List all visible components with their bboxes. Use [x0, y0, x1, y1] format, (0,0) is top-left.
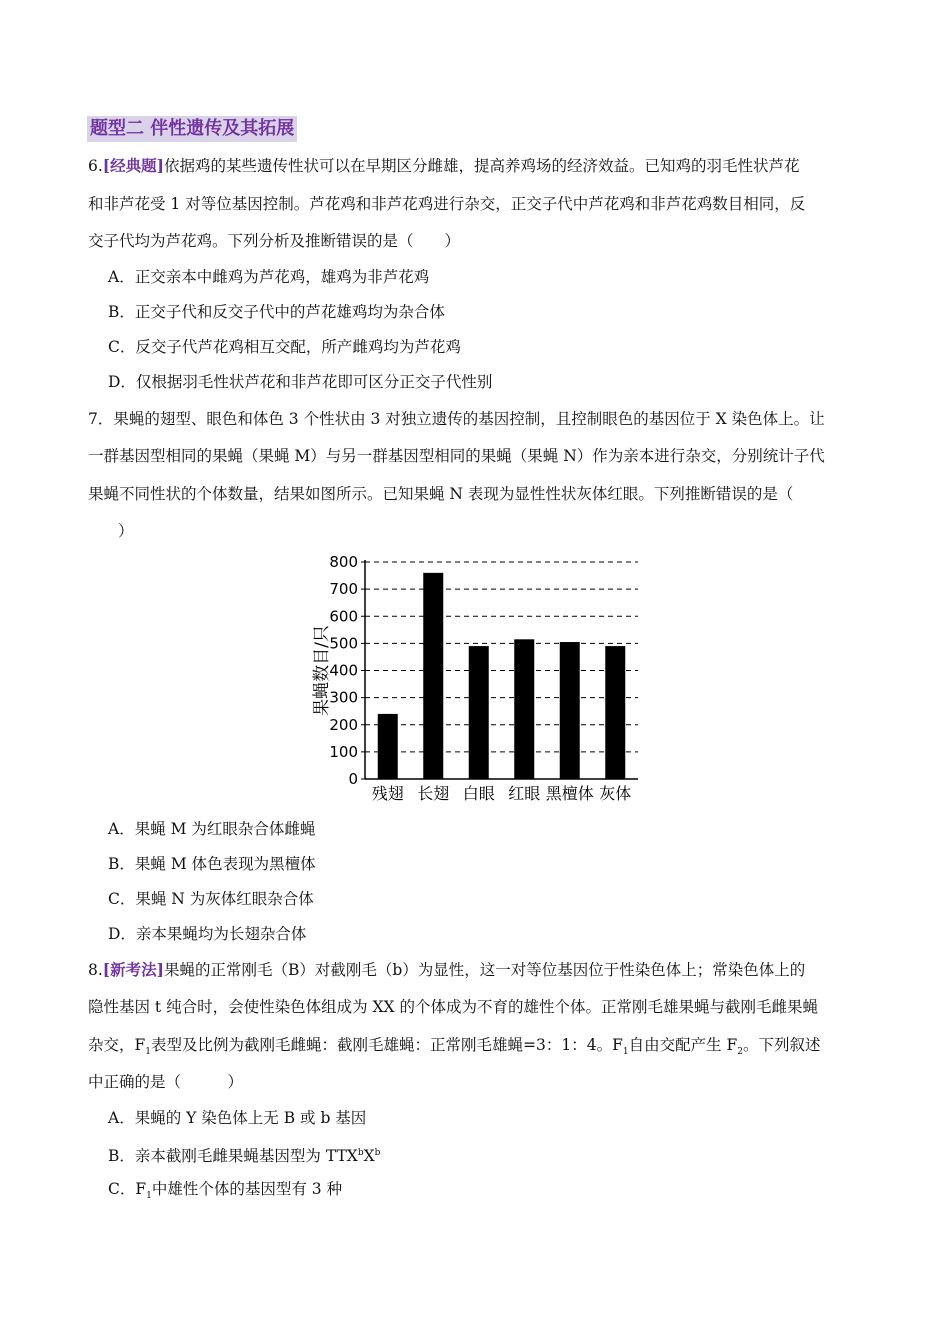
q8-number: 8. [88, 961, 103, 979]
y-tick-label: 300 [329, 688, 358, 707]
q6-option-d: D．仅根据羽毛性状芦花和非芦花即可区分正交子代性别 [108, 373, 493, 391]
y-tick-label: 600 [329, 607, 358, 626]
y-tick-label: 500 [329, 634, 358, 653]
q6-option-c: C．反交子代芦花鸡相互交配，所产雌鸡均为芦花鸡 [108, 338, 461, 356]
q6-line-3: 交子代均为芦花鸡。下列分析及推断错误的是（ ） [88, 232, 461, 250]
bar-3 [469, 646, 489, 779]
bar-4 [514, 639, 534, 779]
x-tick-label: 红眼 [508, 784, 541, 803]
y-tick-label: 800 [329, 553, 358, 571]
y-tick-label: 0 [348, 770, 358, 788]
q8-line-3 [88, 1035, 868, 1062]
q7-option-c: C．果蝇 N 为灰体红眼杂合体 [108, 890, 314, 908]
q7-option-d: D．亲本果蝇均为长翅杂合体 [108, 925, 307, 943]
q8-line-4: 中正确的是（ ） [88, 1073, 244, 1091]
q8-line-1 [88, 960, 868, 980]
q6-line-2: 和非芦花受 1 对等位基因控制。芦花鸡和非芦花鸡进行杂交，正交子代中芦花鸡和非芦花鸡数目相同，反 [88, 195, 806, 213]
q6-line-1 [88, 156, 868, 176]
q7-option-a: A．果蝇 M 为红眼杂合体雌蝇 [108, 820, 316, 838]
q6-option-a: A．正交亲本中雌鸡为芦花鸡，雄鸡为非芦花鸡 [108, 268, 430, 286]
q8-line-2: 隐性基因 t 纯合时，会使性染色体组成为 XX 的个体成为不育的雄性个体。正常刚毛雄果蝇与截刚毛雌果蝇 [88, 998, 819, 1016]
q8-option-c [108, 1179, 888, 1206]
q6-text-1: 依据鸡的某些遗传性状可以在早期区分雌雄，提高养鸡场的经济效益。已知鸡的羽毛性状芦花 [163, 157, 800, 175]
q6-option-b: B．正交子代和反交子代中的芦花雄鸡均为杂合体 [108, 303, 445, 321]
y-tick-label: 700 [329, 580, 358, 599]
q7-line-2: 一群基因型相同的果蝇（果蝇 M）与另一群基因型相同的果蝇（果蝇 N）作为亲本进行杂交，分别统计子代 [88, 447, 825, 465]
q8-option-b [108, 1143, 888, 1166]
q8-sub-3: 2 [737, 1047, 743, 1058]
q7-line-4: ） [118, 522, 134, 540]
q6-number: 6. [88, 157, 103, 175]
y-tick-label: 100 [329, 742, 358, 761]
q8-text-3c: 自由交配产生 F [628, 1036, 738, 1054]
y-tick-label: 400 [329, 661, 358, 680]
q8-option-c-sub: 1 [146, 1191, 152, 1202]
y-axis-label: 果蝇数目/只 [312, 625, 332, 716]
q8-tag: [新考法] [102, 960, 164, 979]
q8-option-b-sup2: b [374, 1148, 381, 1158]
bar-5 [560, 642, 580, 779]
section-title: 题型二 伴性遗传及其拓展 [87, 116, 297, 142]
q8-option-c-text-b: 中雄性个体的基因型有 3 种 [151, 1180, 343, 1198]
x-tick-label: 灰体 [599, 784, 632, 803]
bar-2 [423, 573, 443, 779]
x-tick-label: 黑檀体 [545, 784, 594, 803]
bar-6 [605, 646, 625, 779]
q7-line-3: 果蝇不同性状的个体数量，结果如图所示。已知果蝇 N 表现为显性性状灰体红眼。下列推断错误的是（ [88, 485, 794, 503]
q8-sub-1: 1 [145, 1047, 151, 1058]
q7-option-b: B．果蝇 M 体色表现为黑檀体 [108, 855, 316, 873]
y-tick-label: 200 [329, 715, 358, 734]
x-tick-label: 残翅 [371, 784, 404, 803]
q8-option-c-text-a: C．F [108, 1180, 147, 1198]
x-tick-label: 长翅 [417, 784, 450, 803]
q8-option-b-text: B．亲本截刚毛雌果蝇基因型为 TTX [108, 1147, 358, 1166]
q6-tag: [经典题] [102, 156, 164, 175]
q8-text-3d: 。下列叙述 [743, 1036, 821, 1054]
q8-text-3b: 表型及比例为截刚毛雌蝇：截刚毛雄蝇：正常刚毛雄蝇=3：1：4。F [151, 1036, 623, 1054]
q8-option-b-sup1: b [357, 1148, 364, 1158]
q8-sub-2: 1 [622, 1047, 629, 1058]
x-tick-label: 白眼 [462, 784, 495, 803]
q8-text-3a: 杂交，F [88, 1036, 146, 1054]
q8-text-1: 果蝇的正常刚毛（B）对截刚毛（b）为显性，这一对等位基因位于性染色体上；常染色体上的 [163, 961, 806, 979]
bar-1 [378, 714, 398, 779]
q8-option-a: A．果蝇的 Y 染色体上无 B 或 b 基因 [108, 1109, 367, 1127]
q8-option-b-x: X [363, 1147, 375, 1166]
bar-chart [300, 548, 650, 810]
q7-line-1: 7．果蝇的翅型、眼色和体色 3 个性状由 3 对独立遗传的基因控制，且控制眼色的基因位于 X 染色体上。让 [88, 410, 825, 428]
